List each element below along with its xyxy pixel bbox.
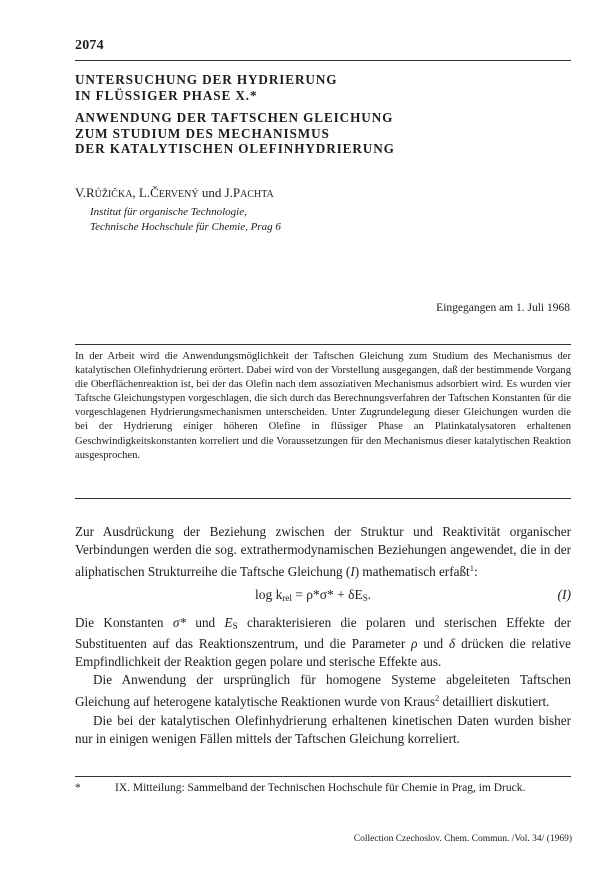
title-line: UNTERSUCHUNG DER HYDRIERUNG	[75, 72, 338, 87]
received-date: Eingegangen am 1. Juli 1968	[436, 302, 570, 314]
footnote-rule	[75, 776, 571, 777]
taft-equation: $\log k_{rel} = \rho*\sigma* + \delta E_S$.	[255, 586, 372, 603]
page-number: 2074	[75, 38, 104, 53]
subtitle-line: ZUM STUDIUM DES MECHANISMUS	[75, 125, 330, 141]
affiliation-line: Institut für organische Technologie,	[90, 206, 247, 218]
author-list: V.RŮŽIČKA, L.ČERVENÝ und J.PACHTA	[75, 185, 274, 200]
title-line: IN FLÜSSIGER PHASE X.*	[75, 87, 258, 103]
footnote: * IX. Mitteilung: Sammelband der Technischen Hochschule für Chemie in Prag, im Druck.	[75, 782, 526, 794]
body-text	[75, 523, 571, 748]
abstract-bottom-rule	[75, 498, 571, 499]
affiliation-line: Technische Hochschule für Chemie, Prag 6	[90, 221, 281, 233]
subtitle-line: DER KATALYTISCHEN OLEFINHYDRIERUNG	[75, 141, 395, 156]
affiliation	[90, 205, 281, 235]
header-rule	[75, 60, 571, 61]
article-title	[75, 72, 555, 157]
equation	[75, 584, 571, 608]
paragraph: Die Konstanten σ* und $E_S$ charakterisieren die polaren und sterischen Effekte der Substituenten auf das Reaktionszentrum, und die Parameter ρ und δ drücken die relative Empfindlichkeit der Reaktion gegen polare und sterische Effekte aus.	[75, 614, 572, 670]
paragraph: Die bei der katalytischen Olefinhydrierung erhaltenen kinetischen Daten wurden bisher nur in einigen wenigen Fällen mittels der Taftschen Gleichung korreliert.	[75, 712, 571, 746]
subtitle-line: ANWENDUNG DER TAFTSCHEN GLEICHUNG	[75, 110, 394, 125]
abstract: In der Arbeit wird die Anwendungsmöglichkeit der Taftschen Gleichung zum Studium des Mechanismus der katalytischen Olefinhydrierung erörtert. Dabei wird von der Vorstellung ausgegangen, daß der bestimmende Vorgang die Oberflächenreaktion ist, bei der das Olefin nach dem assoziativen Mechanismus adsorbiert wird. Es wurden vier Taftsche Gleichungstypen vorgeschlagen, die sich durch das Berechnungsverfahren der Taftschen Konstanten für die vorgeschlagenen Hydrierungsmechanismen unterscheiden. Unter Zugrundelegung dieser Gleichungen wurden die bei der Hydrierung einiger höheren Olefine in flüssiger Phase an Platinkatalysatoren erhaltenen Geschwindigkeitskonstanten korreliert und die Voraussetzungen für den Mechanismus dieser katalytischen Reaktion ausgesprochen.	[75, 351, 571, 461]
abstract-top-rule	[75, 344, 571, 345]
paragraph: Die Anwendung der ursprünglich für homogene Systeme abgeleiteten Taftschen Gleichung auf heterogene katalytische Reaktionen wurde von Kraus$^2$ detailliert diskutiert.	[75, 672, 571, 710]
journal-citation: Collection Czechoslov. Chem. Commun. /Vol. 34/ (1969)	[353, 834, 572, 844]
paragraph: Zur Ausdrückung der Beziehung zwischen der Struktur und Reaktivität organischer Verbindungen werden die sog. extrathermodynamischen Beziehungen angewendet, die in der aliphatischen Strukturreihe die Taftsche Gleichung (I) mathematisch erfaßt$^1$:	[75, 524, 571, 580]
equation-number: (I)	[557, 586, 571, 602]
